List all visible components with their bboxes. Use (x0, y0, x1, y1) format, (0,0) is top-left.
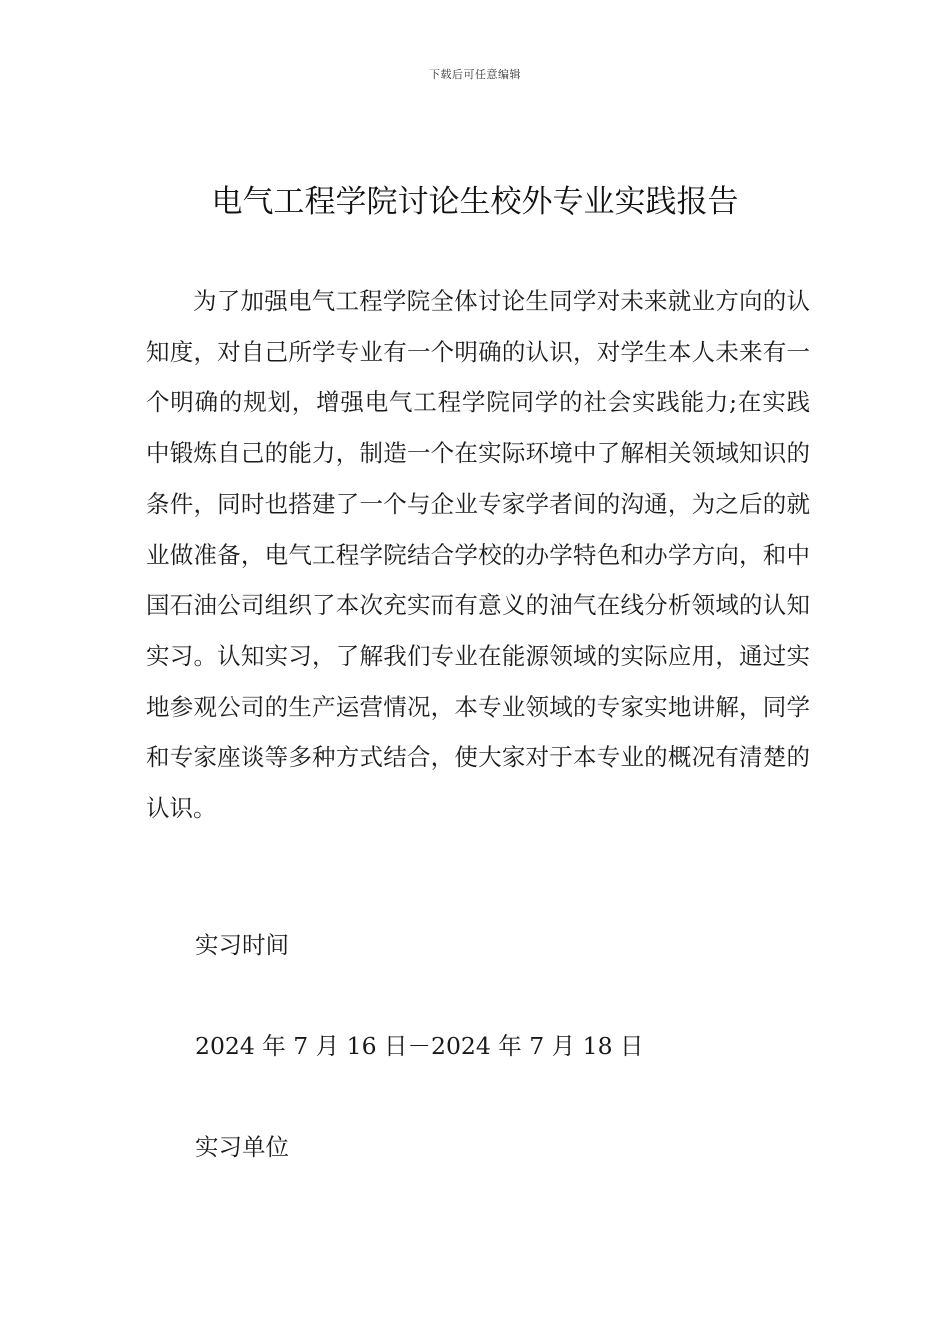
internship-time-value: 2024 年 7 月 16 日－2024 年 7 月 18 日 (195, 1032, 644, 1060)
internship-unit-label: 实习单位 (195, 1133, 289, 1161)
internship-time-label: 实习时间 (195, 931, 289, 959)
document-title: 电气工程学院讨论生校外专业实践报告 (211, 184, 739, 220)
intro-paragraph: 为了加强电气工程学院全体讨论生同学对未来就业方向的认知度，对自己所学专业有一个明确的认识，对学生本人未来有一个明确的规划，增强电气工程学院同学的社会实践能力;在实践中锻炼自己的能力，制造一个在实际环境中了解相关领域知识的条件，同时也搭建了一个与企业专家学者间的沟通，为之后的就业做准备，电气工程学院结合学校的办学特色和办学方向，和中国石油公司组织了本次充实而有意义的油气在线分析领域的认知实习。认知实习，了解我们专业在能源领域的实际应用，通过实地参观公司的生产运营情况，本专业领域的专家实地讲解，同学和专家座谈等多种方式结合，使大家对于本专业的概况有清楚的认识。 (146, 287, 810, 823)
header-note: 下载后可任意编辑 (429, 68, 521, 81)
